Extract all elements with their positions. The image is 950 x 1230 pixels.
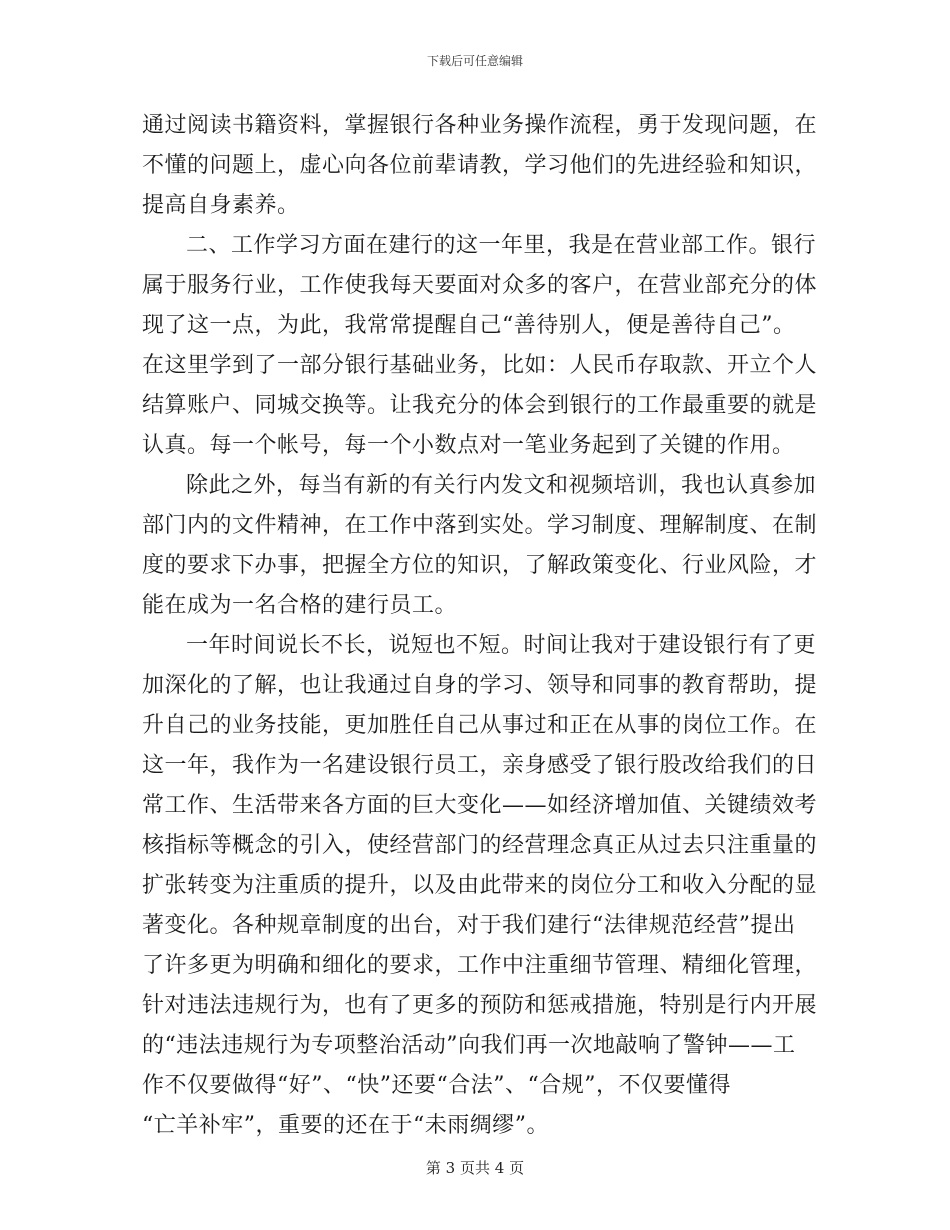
paragraph-start-line: 除此之外，每当有新的有关行内发文和视频培训，我也认真参加	[186, 473, 817, 498]
text-line: 不懂的问题上，虚心向各位前辈请教，学习他们的先进经验和知识，	[142, 153, 818, 178]
text-line: 加深化的了解，也让我通过自身的学习、领导和同事的教育帮助，提	[142, 673, 818, 698]
text-line: 著变化。各种规章制度的出台，对于我们建行“法律规范经营”提出	[142, 913, 796, 938]
text-line: 针对违法违规行为，也有了更多的预防和惩戒措施，特别是行内开展	[142, 993, 818, 1018]
text-line: 度的要求下办事，把握全方位的知识，了解政策变化、行业风险，才	[142, 553, 818, 578]
text-line: 部门内的文件精神，在工作中落到实处。学习制度、理解制度、在制	[142, 513, 818, 538]
text-line: 属于服务行业，工作使我每天要面对众多的客户，在营业部充分的体	[142, 273, 818, 298]
text-line: 在这里学到了一部分银行基础业务，比如：人民币存取款、开立个人	[142, 353, 818, 378]
text-line: 提高自身素养。	[142, 193, 300, 218]
document-body	[142, 106, 818, 1146]
text-line: 结算账户、同城交换等。让我充分的体会到银行的工作最重要的就是	[142, 393, 818, 418]
text-line: “亡羊补牢”，重要的还在于“未雨绸缪”。	[142, 1113, 549, 1138]
text-line: 现了这一点，为此，我常常提醒自己“善待别人，便是善待自己”。	[142, 313, 796, 338]
page-header: 下载后可任意编辑	[426, 54, 523, 68]
paragraph-start-line: 二、工作学习方面在建行的这一年里，我是在营业部工作。银行	[186, 233, 817, 258]
text-line: 认真。每一个帐号，每一个小数点对一笔业务起到了关键的作用。	[142, 433, 795, 458]
text-line: 的“违法违规行为专项整治活动”向我们再一次地敲响了警钟——工	[142, 1033, 796, 1058]
text-line: 能在成为一名合格的建行员工。	[142, 593, 458, 618]
text-line: 这一年，我作为一名建设银行员工，亲身感受了银行股改给我们的日	[142, 753, 818, 778]
page-number: 第 3 页共 4 页	[425, 1159, 525, 1177]
text-line: 扩张转变为注重质的提升，以及由此带来的岗位分工和收入分配的显	[142, 873, 818, 898]
text-line: 核指标等概念的引入，使经营部门的经营理念真正从过去只注重量的	[142, 833, 818, 858]
text-line: 常工作、生活带来各方面的巨大变化——如经济增加值、关键绩效考	[142, 793, 818, 818]
text-line: 通过阅读书籍资料，掌握银行各种业务操作流程，勇于发现问题，在	[142, 113, 818, 138]
text-line: 了许多更为明确和细化的要求，工作中注重细节管理、精细化管理，	[142, 953, 818, 978]
text-line: 作不仅要做得“好”、“快”还要“合法”、“合规”，不仅要懂得	[142, 1073, 731, 1098]
paragraph-start-line: 一年时间说长不长，说短也不短。时间让我对于建设银行有了更	[186, 633, 817, 658]
text-line: 升自己的业务技能，更加胜任自己从事过和正在从事的岗位工作。在	[142, 713, 818, 738]
